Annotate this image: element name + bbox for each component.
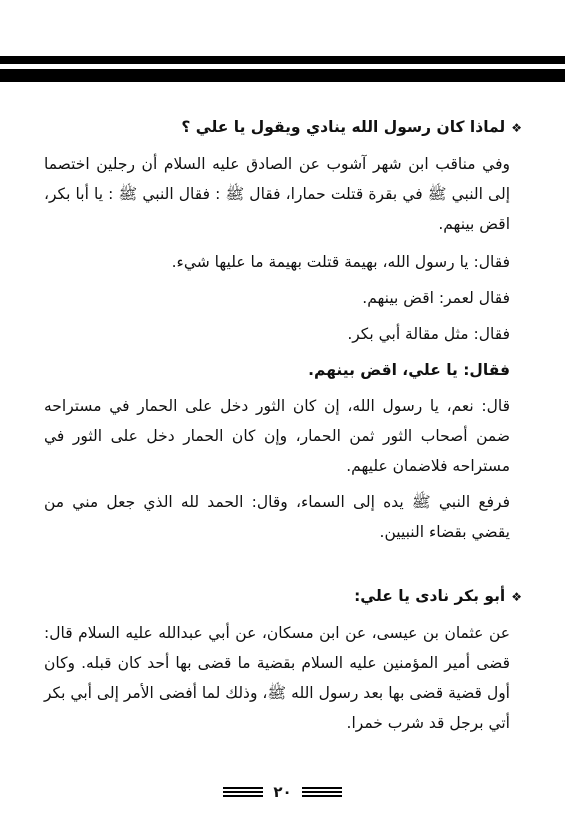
dialog-line-3: فقال: مثل مقالة أبي بكر. [347,325,510,343]
page-footer [0,783,565,801]
dialog-line-1: فقال: يا رسول الله، بهيمة قتلت بهيمة ما عليها شيء. [171,253,510,271]
header-rule-thin [0,56,565,64]
page-body [44,112,522,738]
paragraph-1: وفي مناقب ابن شهر آشوب عن الصادق عليه السلام أن رجلين اختصما إلى النبي ﷺ في بقرة قتلت حمارا، فقال ﷺ : فقال النبي ﷺ : يا أبا بكر، اقض بينهم. [44,155,510,233]
diamond-bullet-icon: ❖ [511,121,522,135]
section-heading-1 [44,112,522,143]
paragraph-4: عن عثمان بن عيسى، عن ابن مسكان، عن أبي عبدالله عليه السلام قال: قضى أمير المؤمنين عليه السلام بقضية ما قضى بها أحد كان قبله. وكان أول قضية قضى بها بعد رسول الله ﷺ، وذلك لما أفضى الأمر إلى أبي بكر أتي برجل قد شرب خمرا. [44,624,510,732]
section-heading-2-text: أبو بكر نادى يا علي: [354,587,506,605]
paragraph-3: فرفع النبي ﷺ يده إلى السماء، وقال: الحمد لله الذي جعل مني من يقضي بقضاء النبيين. [44,493,510,541]
paragraph-2: قال: نعم، يا رسول الله، إن كان الثور دخل على الحمار في مستراحه ضمن أصحاب الثور ثمن الحمار، وإن كان الحمار دخل على الثور في مستراحه فلاضمان عليهم. [44,397,510,475]
diamond-bullet-icon: ❖ [511,590,522,604]
dialog-line-4: فقال: يا علي، اقض بينهم. [308,361,510,379]
footer-rule-right [302,787,342,797]
footer-rule-left [223,787,263,797]
page-number: ٢٠ [273,783,292,801]
dialog-line-2: فقال لعمر: اقض بينهم. [362,289,510,307]
header-rule-thick [0,69,565,82]
section-heading-1-text: لماذا كان رسول الله ينادي ويقول يا علي ؟ [181,118,506,136]
section-heading-2 [44,581,522,612]
